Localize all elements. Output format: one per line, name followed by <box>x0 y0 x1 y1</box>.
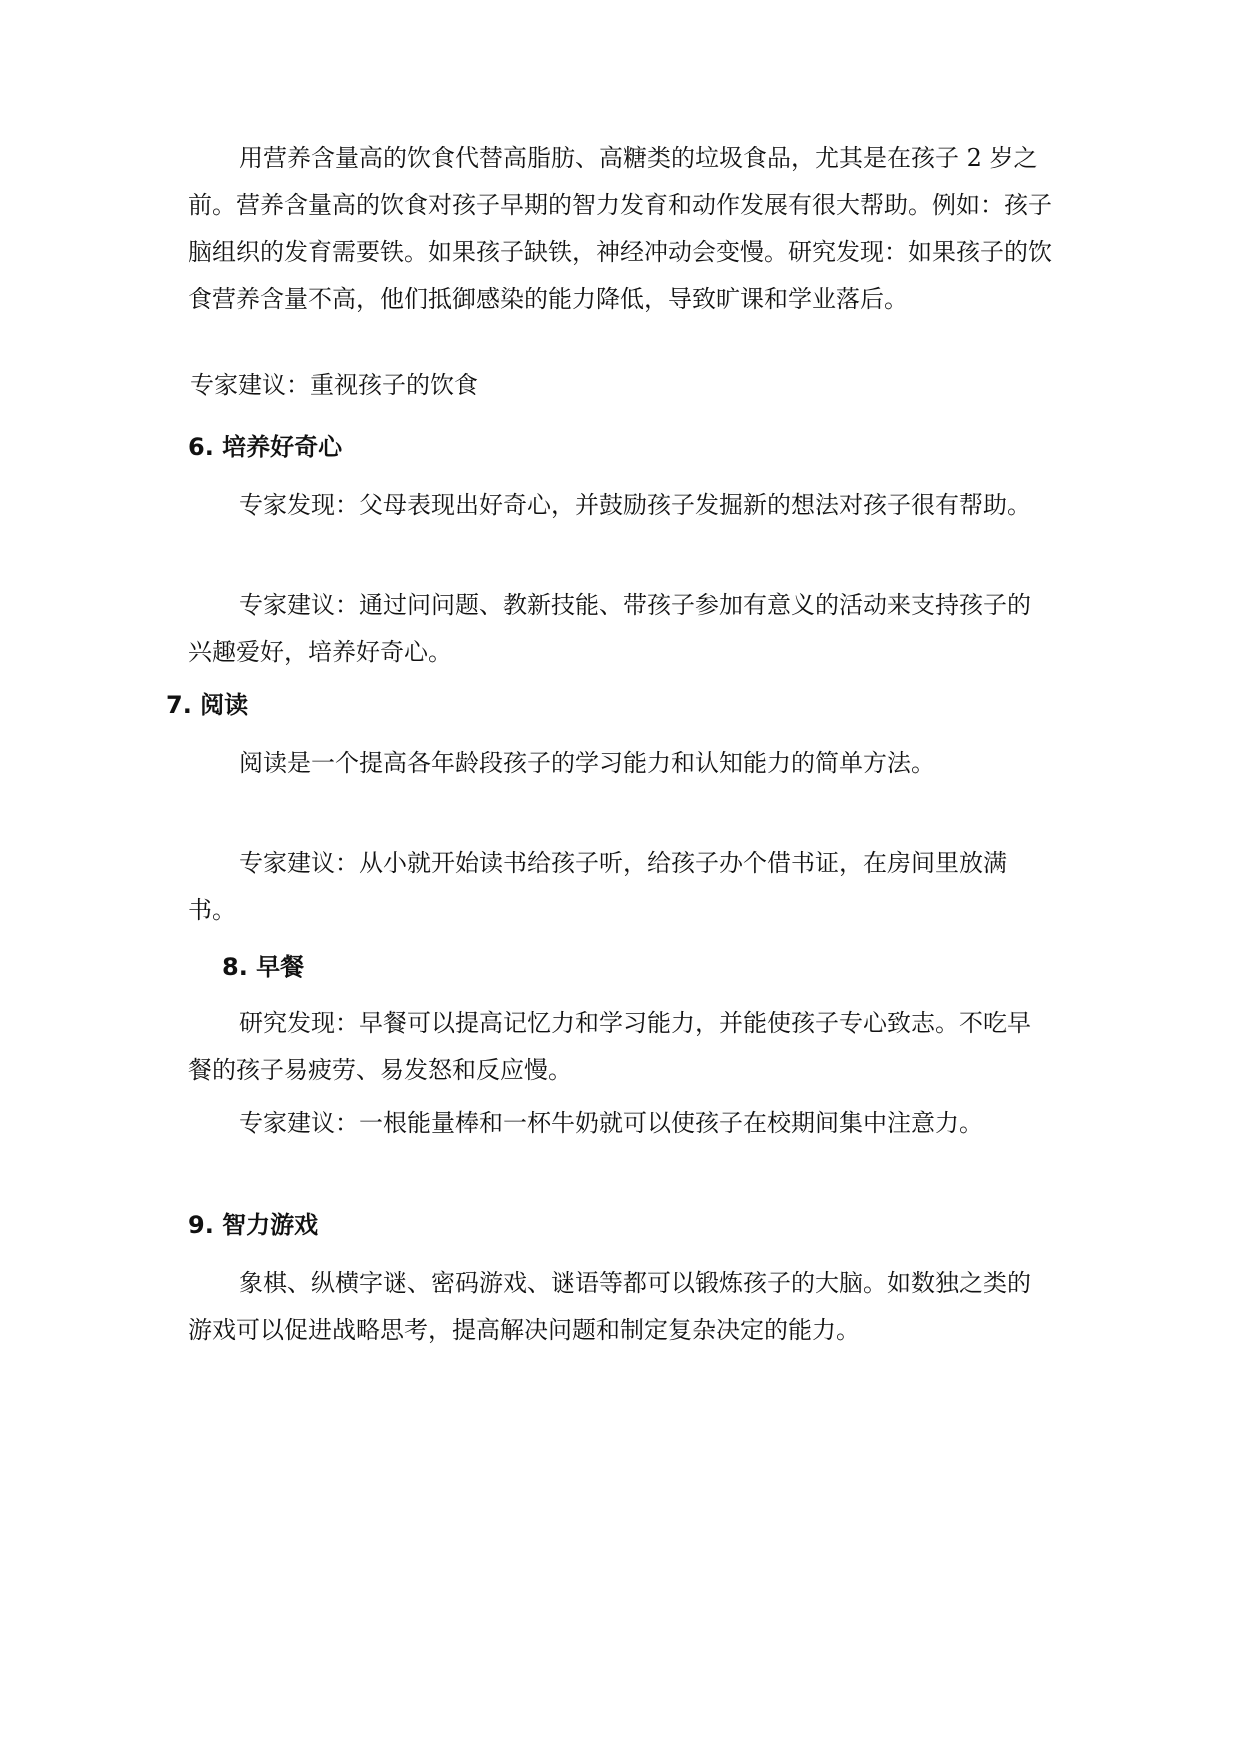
heading-brain-games: 9. 智力游戏 <box>188 1211 319 1239</box>
paragraph-diet-advice: 专家建议：重视孩子的饮食 <box>190 371 478 399</box>
paragraph-reading-advice: 专家建议：从小就开始读书给孩子听，给孩子办个借书证，在房间里放满书。 <box>188 849 1007 924</box>
paragraph-breakfast-advice: 专家建议：一根能量棒和一杯牛奶就可以使孩子在校期间集中注意力。 <box>239 1109 983 1137</box>
paragraph-curiosity-advice: 专家建议：通过问问题、教新技能、带孩子参加有意义的活动来支持孩子的兴趣爱好，培养好奇心。 <box>188 591 1031 666</box>
paragraph-curiosity-finding: 专家发现：父母表现出好奇心，并鼓励孩子发掘新的想法对孩子很有帮助。 <box>239 491 1031 519</box>
paragraph-breakfast-finding: 研究发现：早餐可以提高记忆力和学习能力，并能使孩子专心致志。不吃早餐的孩子易疲劳、易发怒和反应慢。 <box>188 1009 1031 1084</box>
heading-reading: 7. 阅读 <box>166 691 249 719</box>
paragraph-brain-games: 象棋、纵横字谜、密码游戏、谜语等都可以锻炼孩子的大脑。如数独之类的游戏可以促进战略思考，提高解决问题和制定复杂决定的能力。 <box>188 1269 1031 1344</box>
heading-curiosity: 6. 培养好奇心 <box>188 433 343 461</box>
paragraph-nutrition: 用营养含量高的饮食代替高脂肪、高糖类的垃圾食品，尤其是在孩子 2 岁之前。营养含量高的饮食对孩子早期的智力发育和动作发展有很大帮助。例如：孩子脑组织的发育需要铁。如果孩子缺铁，神经冲动会变慢。研究发现：如果孩子的饮食营养含量不高，他们抵御感染的能力降低，导致旷课和学业落后。 <box>188 144 1052 313</box>
paragraph-reading-method: 阅读是一个提高各年龄段孩子的学习能力和认知能力的简单方法。 <box>239 749 935 777</box>
heading-breakfast: 8. 早餐 <box>222 953 305 981</box>
